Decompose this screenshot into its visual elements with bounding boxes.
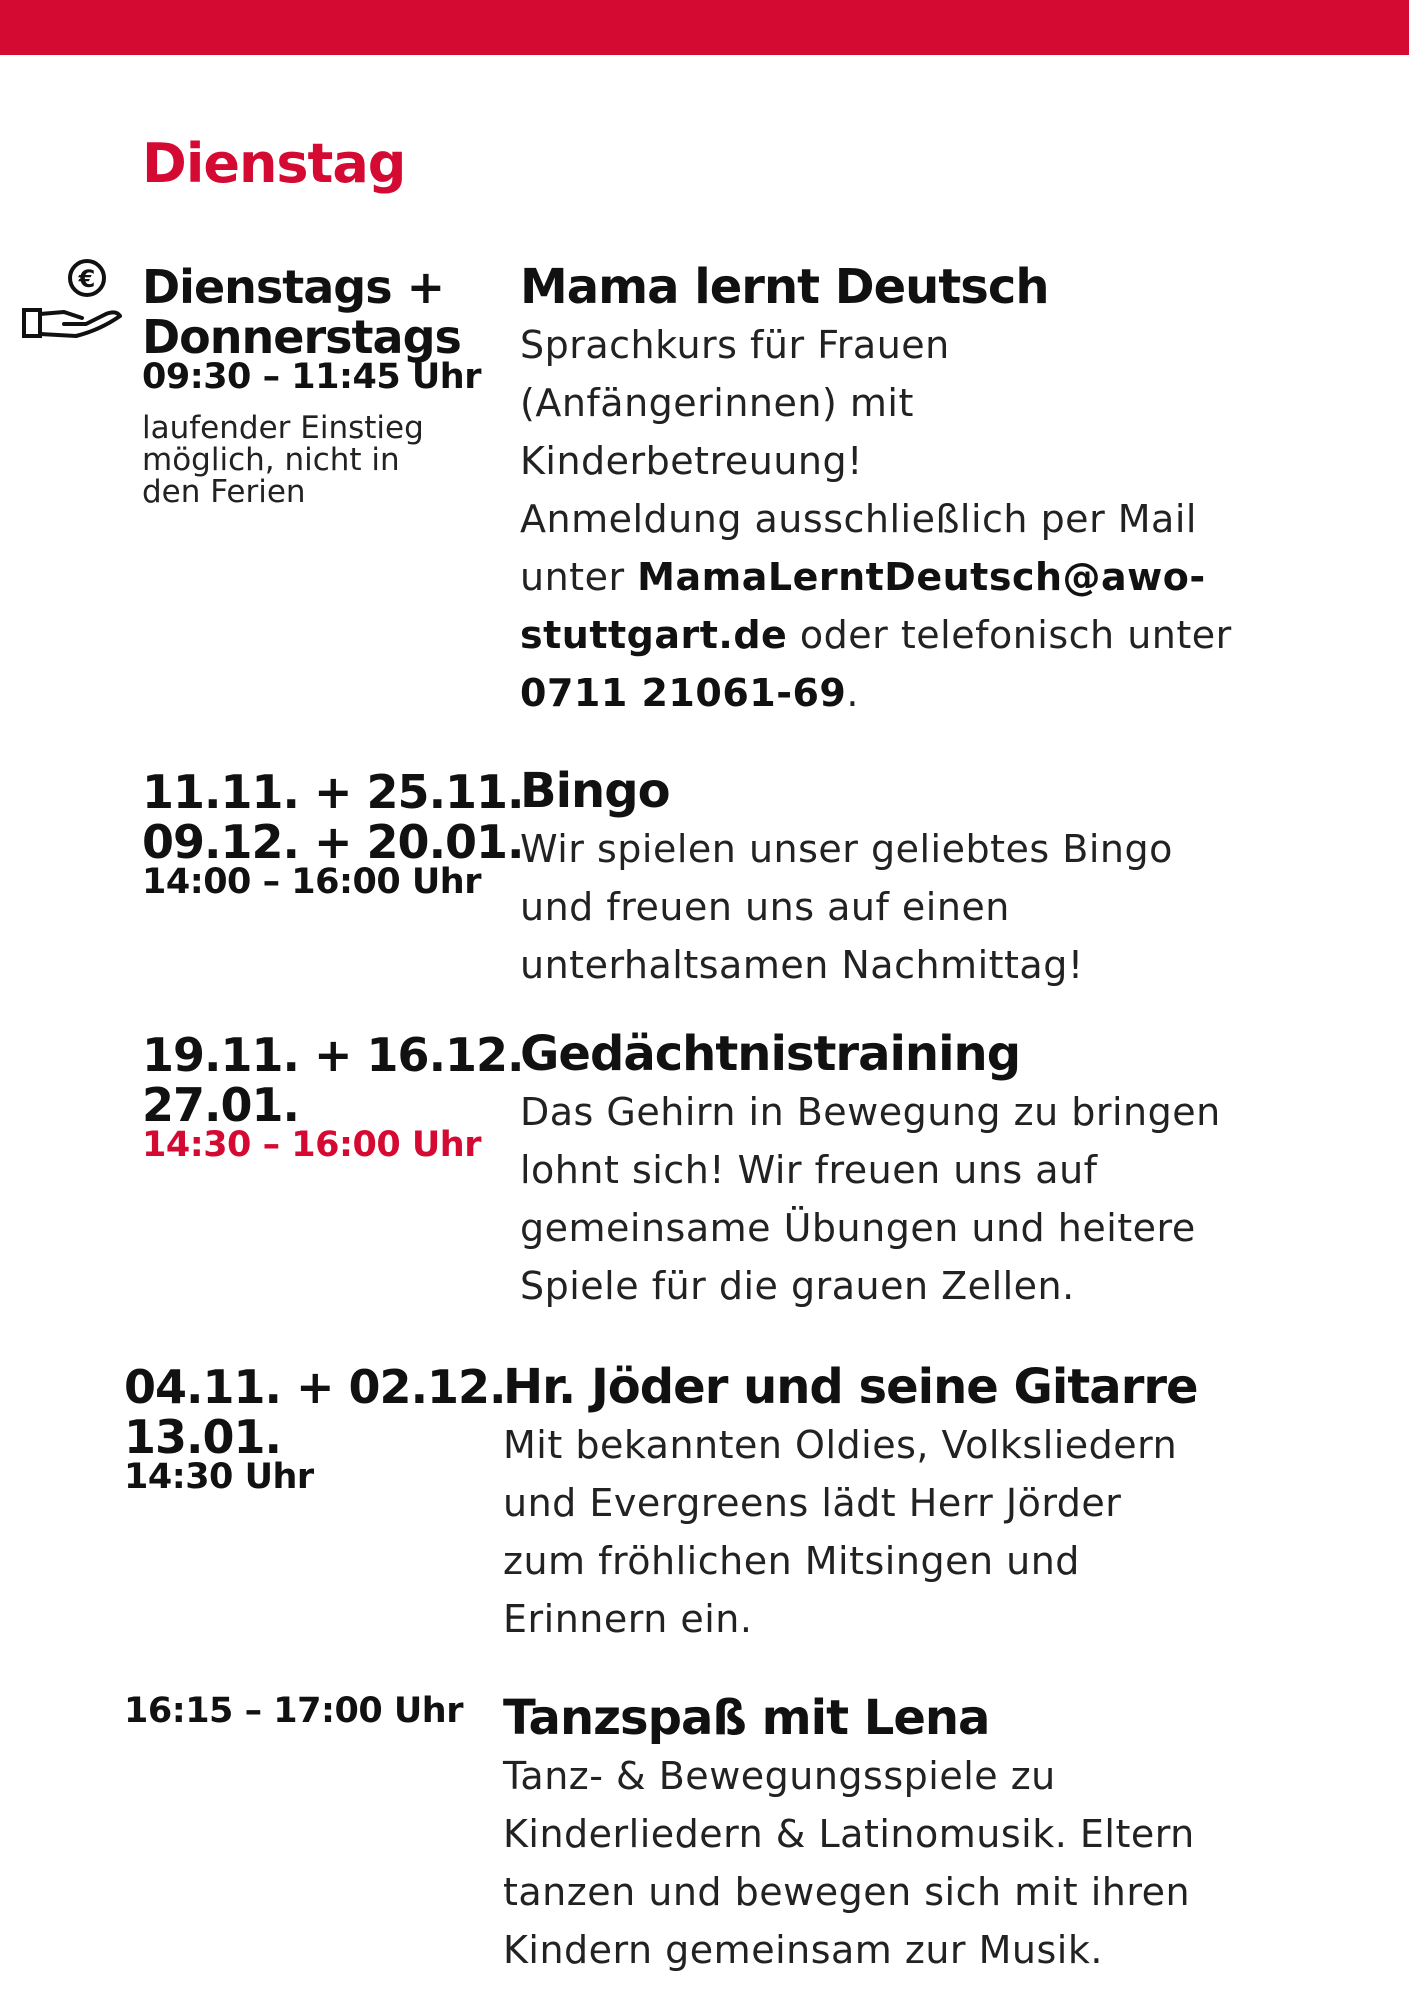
event-4-desc-line-4: Erinnern ein. (503, 1597, 753, 1641)
event-2-what (520, 762, 1280, 994)
event-1-title: Mama lernt Deutsch (520, 259, 1049, 315)
event-2-when (142, 767, 524, 903)
event-2-desc-line-1: Wir spielen unser geliebtes Bingo (520, 827, 1173, 871)
event-4-desc-line-3: zum fröhlichen Mitsingen und (503, 1539, 1080, 1583)
event-1-email-part-2[interactable]: stuttgart.de (520, 613, 788, 657)
event-5-desc-line-1: Tanz- & Bewegungsspiele zu (503, 1754, 1056, 1798)
event-5-what (503, 1689, 1263, 1979)
event-5-when (124, 1690, 463, 1732)
event-2-description (520, 820, 1280, 994)
event-4-date-line-1: 04.11. + 02.12. (124, 1360, 506, 1414)
svg-text:€: € (78, 265, 96, 293)
event-5-time: 16:15 – 17:00 Uhr (124, 1691, 463, 1731)
event-1-phone[interactable]: 0711 21061-69 (520, 671, 847, 715)
event-2-time: 14:00 – 16:00 Uhr (142, 862, 481, 902)
event-1-email-part-1[interactable]: MamaLerntDeutsch@awo- (637, 555, 1206, 599)
event-1-description (520, 316, 1280, 722)
event-1-date-line-1: Dienstags + (142, 260, 445, 314)
event-3-when (142, 1030, 524, 1166)
euro-hand-icon (20, 256, 126, 342)
event-3-date-line-1: 19.11. + 16.12. (142, 1028, 524, 1082)
event-5-description (503, 1747, 1263, 1979)
event-1-period: . (846, 671, 859, 715)
event-5-desc-line-4: Kindern gemeinsam zur Musik. (503, 1928, 1103, 1972)
top-accent-bar (0, 0, 1409, 55)
event-1-when (142, 262, 481, 508)
event-2-desc-line-3: unterhaltsamen Nachmittag! (520, 943, 1084, 987)
event-3-what (520, 1025, 1280, 1315)
event-1-time: 09:30 – 11:45 Uhr (142, 357, 481, 397)
event-2-desc-line-2: und freuen uns auf einen (520, 885, 1010, 929)
event-1-what (520, 258, 1280, 722)
event-3-title: Gedächtnistraining (520, 1026, 1021, 1082)
event-1-desc-line-2: (Anfängerinnen) mit (520, 381, 914, 425)
event-4-desc-line-1: Mit bekannten Oldies, Volksliedern (503, 1423, 1178, 1467)
event-4-title: Hr. Jöder und seine Gitarre (503, 1359, 1198, 1415)
event-1-desc-line-4: Anmeldung ausschließlich per Mail (520, 497, 1197, 541)
event-4-what (503, 1358, 1263, 1648)
event-2-date-line-2: 09.12. + 20.01. (142, 815, 524, 869)
event-1-phone-prefix: oder telefonisch unter (787, 613, 1232, 657)
event-3-desc-line-4: Spiele für die grauen Zellen. (520, 1264, 1075, 1308)
event-4-description (503, 1416, 1263, 1648)
event-5-desc-line-3: tanzen und bewegen sich mit ihren (503, 1870, 1191, 1914)
event-1-note (142, 412, 481, 508)
event-3-desc-line-2: lohnt sich! Wir freuen uns auf (520, 1148, 1098, 1192)
event-4-date-line-2: 13.01. (124, 1410, 281, 1464)
day-heading: Dienstag (142, 132, 406, 195)
event-3-desc-line-3: gemeinsame Übungen und heitere (520, 1206, 1196, 1250)
event-1-date-line-2: Donnerstags (142, 310, 461, 364)
event-1-desc-line-1: Sprachkurs für Frauen (520, 323, 950, 367)
event-1-desc-line-3: Kinderbetreuung! (520, 439, 863, 483)
event-3-description (520, 1083, 1280, 1315)
event-3-desc-line-1: Das Gehirn in Bewegung zu bringen (520, 1090, 1221, 1134)
event-3-time: 14:30 – 16:00 Uhr (142, 1125, 481, 1165)
event-3-date-line-2: 27.01. (142, 1078, 299, 1132)
event-4-when (124, 1362, 506, 1498)
event-5-desc-line-2: Kinderliedern & Latinomusik. Eltern (503, 1812, 1195, 1856)
event-1-desc-unter: unter (520, 555, 638, 599)
event-1-note-line-1: laufender Einstieg (142, 410, 424, 446)
event-1-note-line-3: den Ferien (142, 474, 306, 510)
event-4-time: 14:30 Uhr (124, 1457, 314, 1497)
event-5-title: Tanzspaß mit Lena (503, 1690, 990, 1746)
event-1-note-line-2: möglich, nicht in (142, 442, 400, 478)
event-2-title: Bingo (520, 763, 670, 819)
event-4-desc-line-2: und Evergreens lädt Herr Jörder (503, 1481, 1122, 1525)
event-2-date-line-1: 11.11. + 25.11. (142, 765, 524, 819)
